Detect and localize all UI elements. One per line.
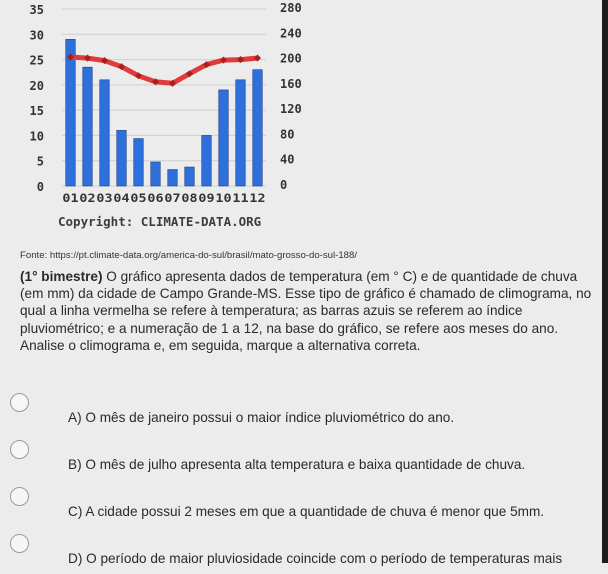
right-axis-tick-label: 40: [280, 152, 295, 167]
precipitation-bar: [151, 162, 161, 186]
left-axis-tick-label: 10: [29, 129, 44, 144]
precipitation-bar: [253, 70, 263, 186]
precipitation-bar: [117, 130, 127, 186]
precipitation-bar: [236, 80, 246, 186]
month-tick-label: 04: [113, 191, 130, 205]
right-axis-tick-label: 160: [280, 76, 302, 91]
month-tick-label: 10: [215, 191, 232, 205]
precipitation-bar: [202, 135, 212, 186]
left-axis-tick-label: 35: [29, 3, 44, 17]
left-axis-tick-label: 20: [29, 78, 44, 93]
precipitation-bar: [83, 67, 93, 186]
right-axis-tick-label: 0: [280, 178, 288, 192]
left-axis-tick-label: 15: [29, 104, 44, 119]
option-d[interactable]: [0, 534, 608, 574]
precipitation-bar: [168, 170, 178, 186]
option-c-radio[interactable]: [10, 487, 29, 506]
question-lead: (1° bimestre): [20, 269, 103, 284]
precipitation-bar: [100, 80, 110, 186]
option-a-label[interactable]: A) O mês de janeiro possui o maior índice pluviométrico do ano.: [68, 410, 455, 425]
left-axis-tick-label: 25: [29, 53, 44, 68]
question-instruction: Analise o climograma e, em seguida, marque a alternativa correta.: [20, 337, 421, 353]
right-axis-tick-label: 240: [280, 26, 302, 41]
month-tick-label: 01: [62, 191, 79, 205]
option-b[interactable]: [0, 440, 608, 480]
precipitation-bar: [66, 39, 76, 186]
option-c-label[interactable]: C) A cidade possui 2 meses em que a quantidade de chuva é menor que 5mm.: [68, 504, 545, 519]
chart-copyright: Copyright: CLIMATE-DATA.ORG: [58, 214, 262, 229]
precipitation-bar: [185, 167, 195, 186]
question-text: [20, 268, 595, 337]
question-body: O gráfico apresenta dados de temperatura (em ° C) e de quantidade de chuva (em mm) da cidade de Campo Grande-MS. Esse tipo de gráfico é chamado de climograma, no qual a linha vermelha se refere à temperatura; as barras azuis se referem ao índice pluviométrico; e a numeração de 1 a 12, na base do gráfico, se refere aos meses do ano.: [20, 269, 592, 336]
month-tick-label: 03: [96, 191, 113, 205]
month-tick-label: 08: [181, 191, 198, 205]
right-axis-tick-label: 280: [280, 1, 302, 15]
precipitation-bar: [219, 90, 229, 186]
left-axis-tick-label: 30: [29, 28, 44, 43]
month-tick-label: 12: [249, 191, 266, 205]
month-tick-label: 06: [147, 191, 164, 205]
option-b-label[interactable]: B) O mês de julho apresenta alta temperatura e baixa quantidade de chuva.: [68, 457, 526, 472]
month-tick-label: 11: [232, 191, 249, 205]
climograph-svg: [0, 0, 330, 230]
month-tick-label: 09: [198, 191, 215, 205]
precipitation-bar: [134, 139, 144, 186]
option-a-radio[interactable]: [10, 393, 29, 412]
right-axis-tick-label: 120: [280, 102, 302, 117]
option-d-label[interactable]: D) O período de maior pluviosidade coincide com o período de temperaturas mais: [68, 551, 563, 566]
right-axis-tick-label: 80: [280, 127, 295, 142]
month-tick-label: 05: [130, 191, 147, 205]
option-c[interactable]: [0, 487, 608, 527]
window-edge: [602, 0, 608, 563]
month-tick-label: 07: [164, 191, 181, 205]
left-axis-tick-label: 0: [36, 180, 44, 194]
option-a[interactable]: [0, 393, 608, 433]
month-tick-label: 02: [79, 191, 96, 205]
question-block: [20, 268, 595, 354]
right-axis-tick-label: 200: [280, 51, 302, 66]
left-axis-tick-label: 5: [36, 154, 44, 169]
option-d-radio[interactable]: [10, 534, 29, 553]
climate-chart: [0, 0, 330, 230]
option-b-radio[interactable]: [10, 440, 29, 459]
temperature-line: [71, 57, 258, 83]
source-link[interactable]: Fonte: https://pt.climate-data.org/america-do-sul/brasil/mato-grosso-do-sul-188/: [20, 250, 357, 261]
